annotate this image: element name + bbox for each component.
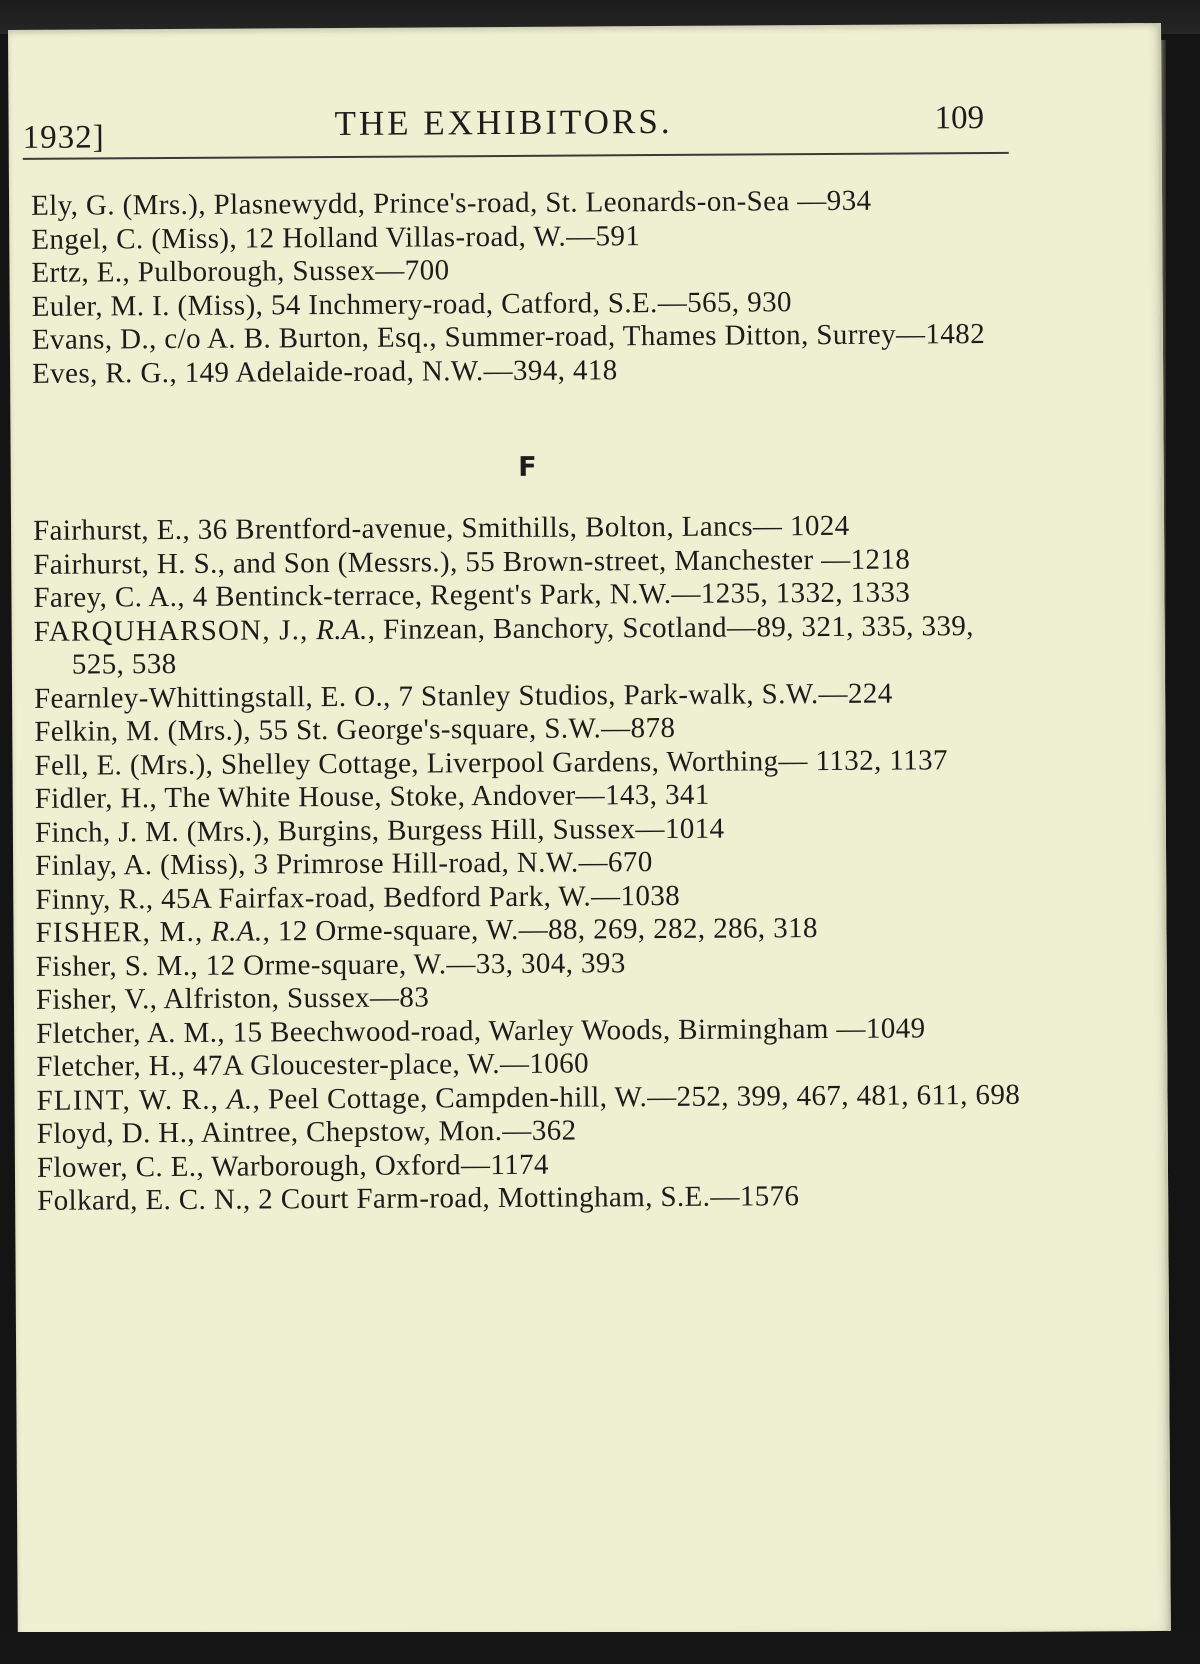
exhibitor-entry: Euler, M. I. (Miss), 54 Inchmery-road, Catford, S.E.—565, 930	[31, 285, 792, 323]
exhibitor-details: , Peel Cottage, Campden-hill, W.—252, 399, 467, 481, 611, 698	[252, 1078, 1021, 1116]
honor-title: R.A.	[316, 613, 368, 646]
exhibitor-entry: Fisher, V., Alfriston, Sussex—83	[35, 981, 430, 1016]
header-year: 1932]	[22, 119, 105, 156]
exhibitor-entry: Evans, D., c/o A. B. Burton, Esq., Summer-road, Thames Ditton, Surrey—1482	[31, 318, 986, 356]
exhibitor-entry: Flower, C. E., Warborough, Oxford—1174	[36, 1148, 549, 1184]
honor-title: R.A.	[210, 915, 263, 948]
exhibitor-entry: Fearnley-Whittingstall, E. O., 7 Stanley Studios, Park-walk, S.W.—224	[33, 677, 893, 715]
exhibitor-name: FISHER, M.,	[35, 915, 204, 949]
exhibitor-entry: Ertz, E., Pulborough, Sussex—700	[31, 254, 450, 289]
page-number: 109	[934, 100, 985, 137]
header-title: THE EXHIBITORS.	[334, 101, 673, 144]
exhibitor-entry: Fairhurst, H. S., and Son (Messrs.), 55 Brown-street, Manchester —1218	[33, 542, 911, 581]
exhibitor-entry: Fletcher, H., 47A Gloucester-place, W.—1060	[36, 1047, 590, 1083]
exhibitor-entry: Eves, R. G., 149 Adelaide-road, N.W.—394, 418	[32, 353, 618, 390]
exhibitor-entry: Fell, E. (Mrs.), Shelley Cottage, Liverpool Gardens, Worthing— 1132, 1137	[34, 743, 948, 782]
honor-title: A.	[226, 1083, 253, 1116]
exhibitor-name: FLINT, W. R.,	[36, 1083, 220, 1117]
exhibitor-entry: Finlay, A. (Miss), 3 Primrose Hill-road, N.W.—670	[35, 846, 653, 882]
exhibitor-entry: Farey, C. A., 4 Bentinck-terrace, Regent's Park, N.W.—1235, 1332, 1333	[33, 576, 911, 614]
exhibitor-list	[31, 184, 1027, 1219]
section-heading-f: F	[518, 451, 538, 483]
exhibitor-entry: Engel, C. (Miss), 12 Holland Villas-road, W.—591	[31, 219, 641, 256]
exhibitor-entry-associate	[36, 1078, 1026, 1118]
exhibitor-entry: Finny, R., 45A Fairfax-road, Bedford Park, W.—1038	[35, 879, 681, 916]
book-page	[8, 23, 1171, 1638]
exhibitor-entry: Fidler, H., The White House, Stoke, Andover—143, 341	[34, 778, 710, 815]
exhibitor-entry: Felkin, M. (Mrs.), 55 St. George's-square, S.W.—878	[34, 711, 676, 748]
exhibitor-entry: Floyd, D. H., Aintree, Chepstow, Mon.—362	[36, 1114, 577, 1150]
exhibitor-entry: Fletcher, A. M., 15 Beechwood-road, Warley Woods, Birmingham —1049	[36, 1011, 926, 1050]
exhibitor-name: FARQUHARSON, J.,	[33, 613, 309, 648]
exhibitor-entry: Fairhurst, E., 36 Brentford-avenue, Smithills, Bolton, Lancs— 1024	[32, 509, 850, 547]
exhibitor-entry-academician	[34, 609, 1024, 682]
exhibitor-entry: Finch, J. M. (Mrs.), Burgins, Burgess Hill, Sussex—1014	[34, 812, 725, 849]
exhibitor-entry: Fisher, S. M., 12 Orme-square, W.—33, 304, 393	[35, 946, 626, 983]
exhibitor-entry: Ely, G. (Mrs.), Plasnewydd, Prince's-road, St. Leonards-on-Sea —934	[30, 184, 872, 222]
section-spacer	[32, 385, 1022, 451]
scan-border-bottom	[0, 1632, 1200, 1664]
running-head	[22, 100, 1022, 156]
exhibitor-entry: Folkard, E. C. N., 2 Court Farm-road, Mottingham, S.E.—1576	[37, 1180, 800, 1217]
exhibitor-details: , Finzean, Banchory, Scotland—89, 321, 335, 339, 525, 538	[71, 609, 974, 681]
exhibitor-details: , 12 Orme-square, W.—88, 269, 282, 286, 318	[262, 912, 818, 948]
